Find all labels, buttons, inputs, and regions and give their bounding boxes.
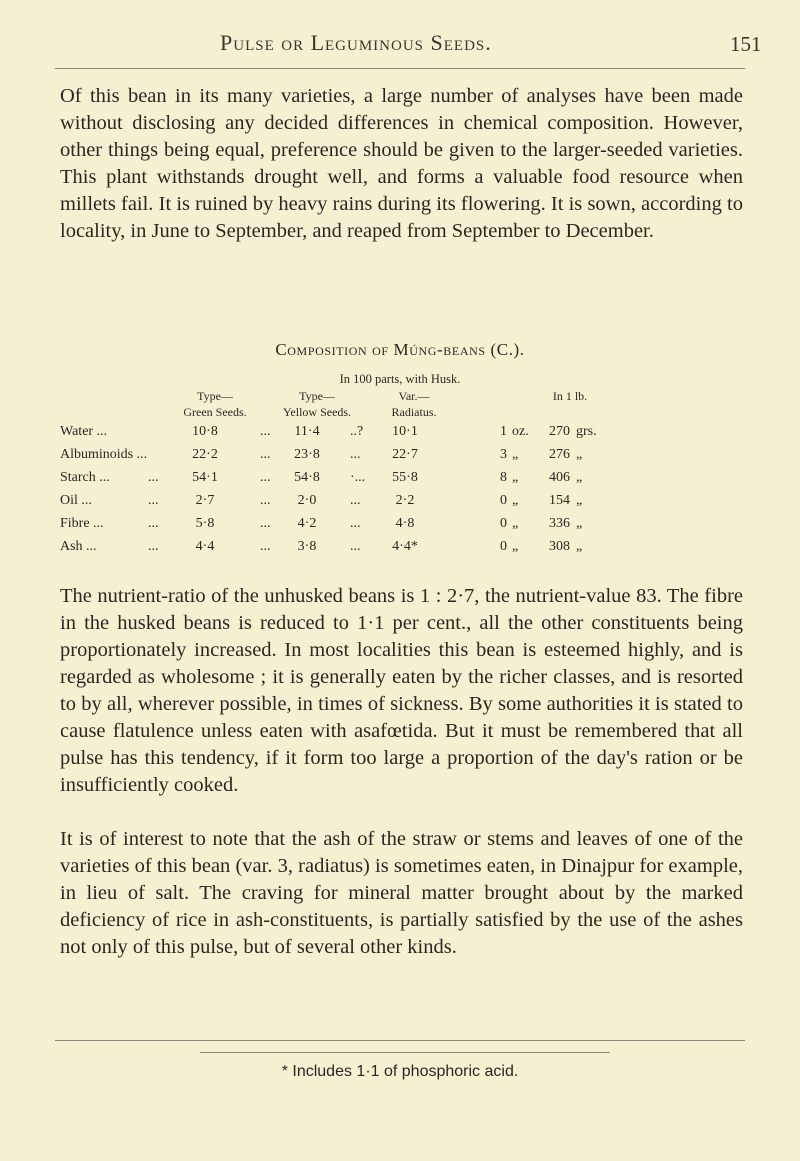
- column-head-radiatus: [364, 388, 464, 420]
- ounces: 0: [500, 493, 507, 508]
- ounces: 0: [500, 539, 507, 554]
- table-row: [60, 493, 760, 513]
- grains: 406: [549, 470, 570, 485]
- table-subtitle: In 100 parts, with Husk.: [339, 372, 461, 386]
- paragraph-ash: It is of interest to note that the ash of the straw or stems and leaves of one of the varieties of this bean (var. 3, radiatus) is sometimes eaten, in Dinajpur for example, in lieu of salt. The craving for mineral matter brought about by the marked deficiency of rice in ash-constituents, is partially satisfied by the use of the ashes not only of this pulse, but of several other kinds.: [60, 828, 743, 958]
- leader-dots: ..?: [350, 424, 364, 439]
- value-radiatus: 4·8: [395, 516, 415, 531]
- running-title: Pulse or Leguminous Seeds.: [220, 30, 492, 55]
- grain-unit: „: [576, 516, 583, 531]
- value-radiatus: 4·4*: [392, 539, 418, 554]
- header-rule: [55, 68, 745, 69]
- row-label: Starch ...: [60, 470, 110, 485]
- table-row: [60, 516, 760, 536]
- ounces: 1: [500, 424, 507, 439]
- value-radiatus: 55·8: [392, 470, 418, 485]
- ounce-unit: „: [512, 516, 519, 531]
- footnote: * Includes 1·1 of phosphoric acid.: [281, 1063, 519, 1080]
- leader-dots: ...: [148, 493, 159, 508]
- grain-unit: „: [576, 470, 583, 485]
- grains: 308: [549, 539, 570, 554]
- value-yellow: 11·4: [294, 424, 320, 439]
- column-head-line: Yellow Seeds.: [282, 405, 352, 419]
- leader-dots: ...: [350, 516, 361, 531]
- value-yellow: 4·2: [297, 516, 317, 531]
- ounce-unit: „: [512, 447, 519, 462]
- leader-dots: ...: [148, 516, 159, 531]
- value-yellow: 2·0: [297, 493, 317, 508]
- value-green: 2·7: [195, 493, 215, 508]
- column-head-line: Type—: [197, 389, 233, 403]
- column-head-line: In 1 lb.: [552, 389, 588, 403]
- paragraph-intro: Of this bean in its many varieties, a large number of analyses have been made without disclosing any decided differences in chemical composition. However, other things being equal, preference should be given to the larger-seeded varieties. This plant withstands drought well, and forms a valuable food resource when millets fail. It is ruined by heavy rains during its flowering. It is sown, according to locality, in June to September, and reaped from September to December.: [60, 85, 743, 242]
- value-radiatus: 10·1: [392, 424, 418, 439]
- leader-dots: ...: [148, 470, 159, 485]
- ounce-unit: „: [512, 470, 519, 485]
- value-radiatus: 22·7: [392, 447, 418, 462]
- row-label: Oil ...: [60, 493, 92, 508]
- grains: 276: [549, 447, 570, 462]
- grain-unit: „: [576, 539, 583, 554]
- page-number: 151: [730, 32, 762, 56]
- grain-unit: grs.: [576, 424, 597, 439]
- leader-dots: ...: [350, 493, 361, 508]
- value-yellow: 54·8: [294, 470, 320, 485]
- table-row: [60, 424, 760, 444]
- footnote-rule: [200, 1052, 610, 1053]
- ounces: 8: [500, 470, 507, 485]
- table-row: [60, 447, 760, 467]
- value-green: 22·2: [192, 447, 218, 462]
- value-green: 5·8: [195, 516, 215, 531]
- grains: 154: [549, 493, 570, 508]
- value-radiatus: 2·2: [395, 493, 415, 508]
- grain-unit: „: [576, 493, 583, 508]
- row-label: Water ...: [60, 424, 108, 439]
- value-yellow: 3·8: [297, 539, 317, 554]
- column-head-per-lb: [520, 388, 620, 404]
- leader-dots: ...: [260, 516, 271, 531]
- ounce-unit: „: [512, 539, 519, 554]
- table-row: [60, 470, 760, 490]
- leader-dots: ·...: [350, 470, 366, 485]
- footnote-separator-rule: [55, 1040, 745, 1041]
- leader-dots: ...: [148, 539, 159, 554]
- column-head-line: Type—: [299, 389, 335, 403]
- table-title: Composition of Múng-beans (C.).: [275, 340, 525, 359]
- value-green: 10·8: [192, 424, 218, 439]
- column-head-yellow: [262, 388, 372, 420]
- grains: 336: [549, 516, 570, 531]
- leader-dots: ...: [350, 539, 361, 554]
- row-label: Albuminoids ...: [60, 447, 148, 462]
- column-head-line: Green Seeds.: [183, 405, 247, 419]
- leader-dots: ...: [260, 447, 271, 462]
- value-green: 4·4: [195, 539, 215, 554]
- ounce-unit: „: [512, 493, 519, 508]
- ounces: 3: [500, 447, 507, 462]
- leader-dots: ...: [260, 493, 271, 508]
- ounce-unit: oz.: [512, 424, 529, 439]
- value-yellow: 23·8: [294, 447, 320, 462]
- leader-dots: ...: [260, 470, 271, 485]
- table-row: [60, 539, 760, 559]
- leader-dots: ...: [350, 447, 361, 462]
- page-header: [0, 20, 800, 60]
- row-label: Ash ...: [60, 539, 97, 554]
- column-head-line: Var.—: [398, 389, 430, 403]
- leader-dots: ...: [260, 539, 271, 554]
- paragraph-nutrient-ratio: The nutrient-ratio of the unhusked beans is 1 : 2·7, the nutrient-value 83. The fibre in the husked beans is reduced to 1·1 per cent., all the other constituents being proportionately increased. In most localities this bean is esteemed highly, and is regarded as wholesome ; it is generally eaten by the richer classes, and is resorted to by all, wherever possible, in times of sickness. By some authorities it is stated to cause flatulence unless eaten with asafœtida. But it must be remembered that all pulse has this tendency, if it form too large a proportion of the day's ration or be insufficiently cooked.: [60, 585, 743, 796]
- grain-unit: „: [576, 447, 583, 462]
- grains: 270: [549, 424, 570, 439]
- leader-dots: ...: [260, 424, 271, 439]
- column-head-line: Radiatus.: [391, 405, 437, 419]
- value-green: 54·1: [192, 470, 218, 485]
- ounces: 0: [500, 516, 507, 531]
- column-head-green: [160, 388, 270, 420]
- row-label: Fibre ...: [60, 516, 104, 531]
